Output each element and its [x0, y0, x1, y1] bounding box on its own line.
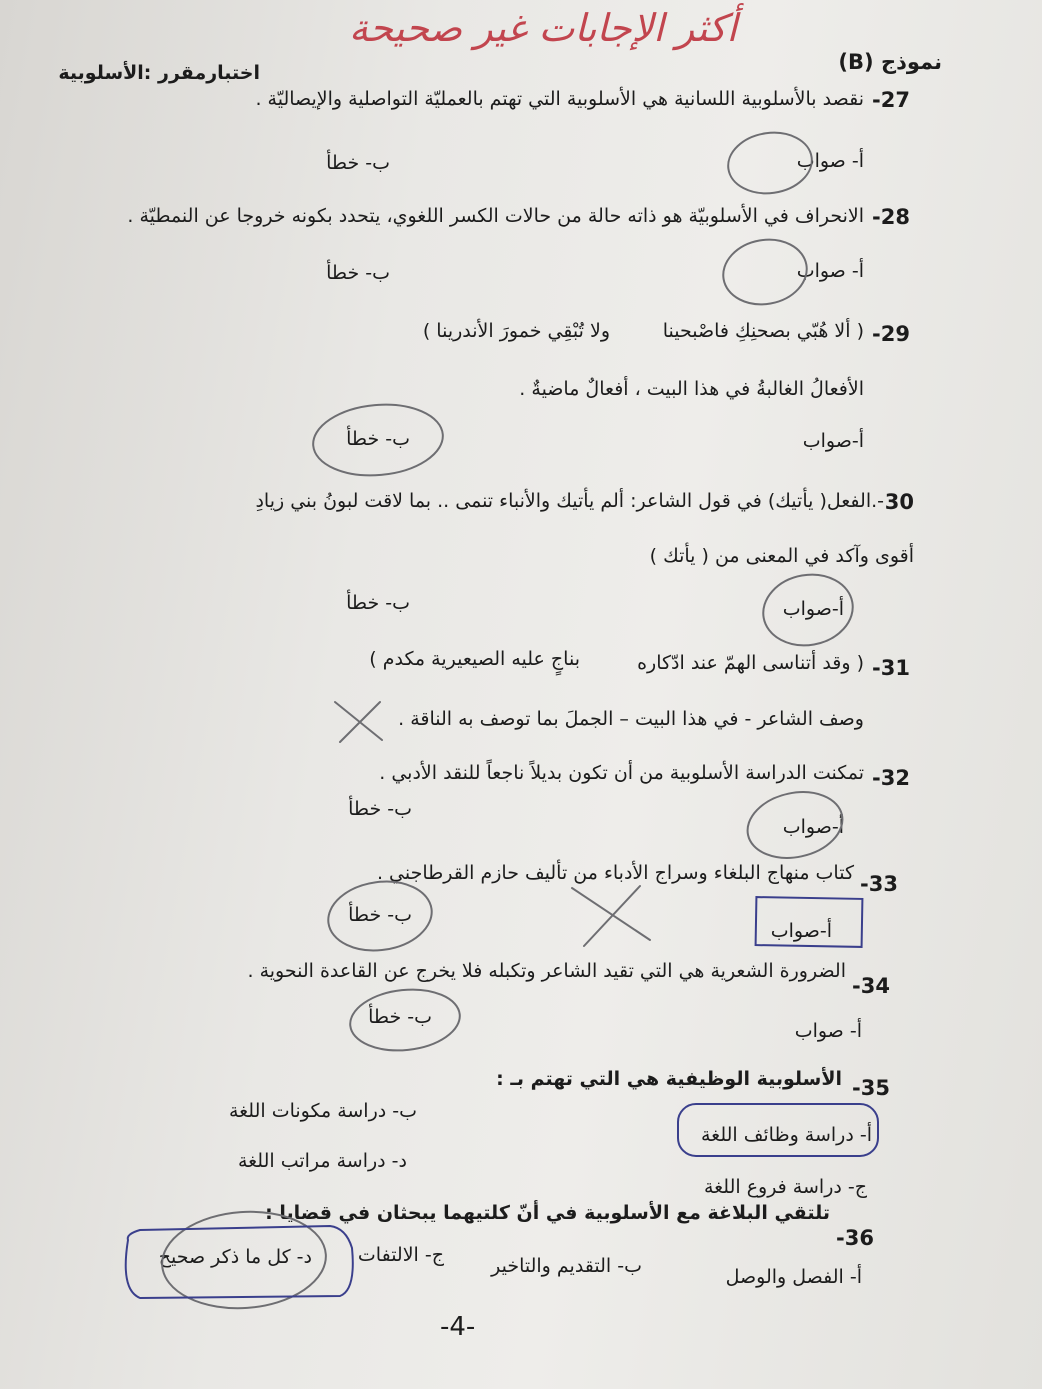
question-text: نقصد بالأسلوبية اللسانية هي الأسلوبية التي تهتم بالعمليّة التواصلية والإيصاليّة .: [255, 88, 864, 110]
question-text: وصف الشاعر - في هذا البيت – الجملَ بما توصف به الناقة .: [398, 708, 864, 730]
option-d: د- دراسة مراتب اللغة: [237, 1150, 407, 1172]
question-number: 31-: [872, 656, 910, 680]
option-a: أ- صواب: [794, 1020, 862, 1042]
question-number: 33-: [860, 872, 898, 896]
page-number: -4-: [440, 1312, 476, 1342]
option-a: أ- دراسة وظائف اللغة: [700, 1124, 872, 1146]
question-number: 27-: [872, 88, 910, 112]
verse-first-half: ( وقد أتناسى الهمّ عند ادّكاره: [637, 652, 864, 674]
option-a: أ-صواب: [782, 598, 844, 620]
question-text: كتاب منهاج البلغاء وسراج الأدباء من تأليف حازم القرطاجني .: [376, 862, 854, 884]
option-d: د- كل ما ذكر صحيح: [158, 1246, 312, 1268]
option-b: ب- خطأ: [348, 798, 412, 820]
option-a: أ- الفصل والوصل: [725, 1266, 862, 1288]
model-label: نموذج (B): [838, 50, 942, 74]
question-text: -.الفعل( يأتيك) في قول الشاعر: ألم يأتيك والأنباء تنمى .. بما لاقت لبونُ بني زيادِ: [255, 490, 884, 512]
question-number: 32-: [872, 766, 910, 790]
pencil-cross-q33: [572, 886, 650, 946]
question-text: تمكنت الدراسة الأسلوبية من أن تكون بديلاً ناجعاً للنقد الأدبي .: [379, 762, 864, 784]
question-number: 36-: [836, 1226, 874, 1250]
course-title: اختبارمقرر :الأسلوبية: [58, 62, 260, 84]
option-a: أ-صواب: [802, 430, 864, 452]
question-text: الأسلوبية الوظيفية هي التي تهتم بـ :: [496, 1068, 842, 1090]
verse-second-half: ولا تُبْقِي خمورَ الأندرينا ): [422, 320, 610, 342]
option-b: ب- خطأ: [326, 152, 390, 174]
question-text: الضرورة الشعرية هي التي تقيد الشاعر وتكبله فلا يخرج عن القاعدة النحوية .: [247, 960, 846, 982]
question-number: 29-: [872, 322, 910, 346]
option-a: أ-صواب: [782, 816, 844, 838]
option-a: أ- صواب: [796, 260, 864, 282]
verse-first-half: ( ألا هُبّي بصحنِكِ فاصْبحينا: [662, 320, 864, 342]
question-number: 28-: [872, 205, 910, 229]
question-text: تلتقي البلاغة مع الأسلوبية في أنّ كلتيهما يبحثان في قضايا :: [265, 1202, 830, 1224]
option-b: ب- خطأ: [326, 262, 390, 284]
question-number: 30: [884, 490, 914, 514]
question-text-line2: أقوى وآكد في المعنى من ( يأتك ): [649, 545, 914, 567]
question-text: الانحراف في الأسلوبيّة هو ذاته حالة من حالات الكسر اللغوي، يتحدد بكونه خروجا عن النمطيّة .: [127, 205, 864, 227]
option-b: ب- خطأ: [368, 1006, 432, 1028]
question-text: الأفعالُ الغالبةُ في هذا البيت ، أفعالٌ ماضيةٌ .: [519, 378, 864, 400]
option-c: ج- دراسة فروع اللغة: [703, 1176, 867, 1198]
option-b: ب- دراسة مكونات اللغة: [228, 1100, 417, 1122]
handwritten-note: أكثر الإجابات غير صحيحة: [348, 6, 737, 50]
question-number: 35-: [852, 1076, 890, 1100]
option-b: ب- خطأ: [348, 904, 412, 926]
question-number: 34-: [852, 974, 890, 998]
option-b: ب- خطأ: [346, 592, 410, 614]
option-a: أ-صواب: [770, 920, 832, 942]
option-a: أ- صواب: [796, 150, 864, 172]
verse-second-half: بناجٍ عليه الصيعيرية مكدم ): [369, 648, 580, 670]
option-b: ب- التقديم والتاخير: [491, 1255, 642, 1277]
option-c: ج- الالتفات: [357, 1244, 444, 1266]
option-b: ب- خطأ: [346, 428, 410, 450]
pencil-cross-q31: [335, 702, 382, 742]
